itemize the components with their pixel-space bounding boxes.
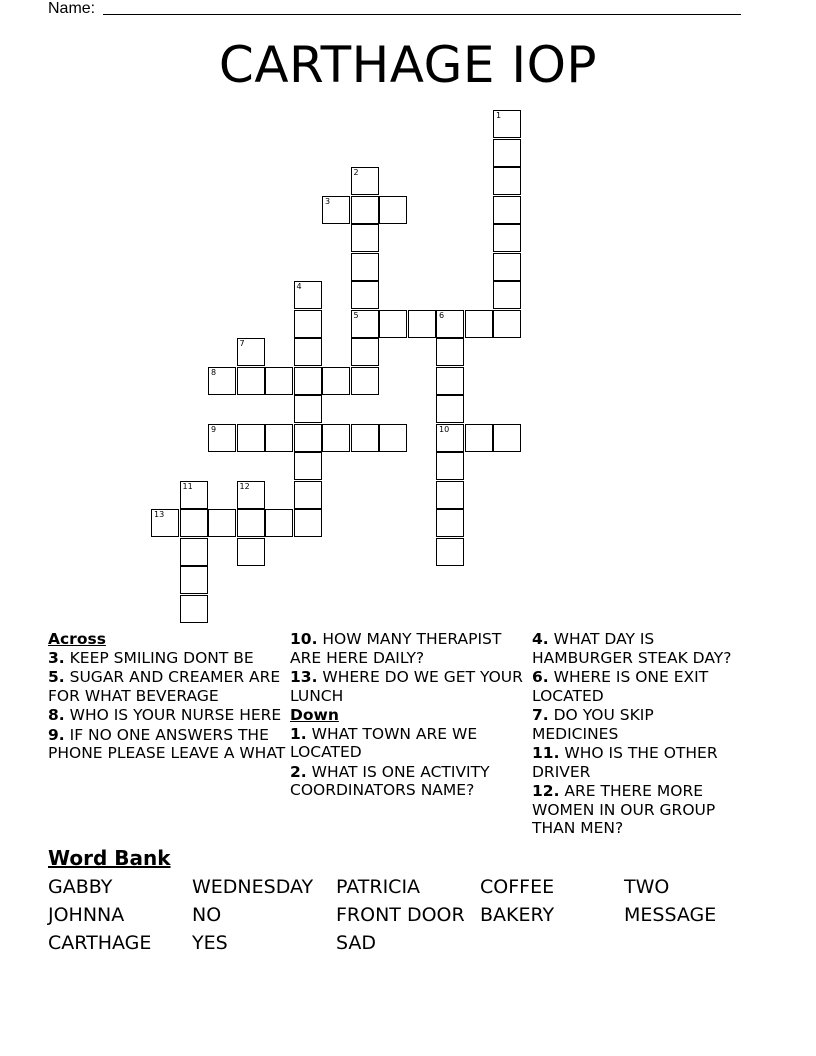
crossword-cell[interactable] <box>379 310 407 338</box>
across-heading: Across <box>48 630 106 648</box>
crossword-cell[interactable] <box>294 424 322 452</box>
clue-8-across: 8. WHO IS YOUR NURSE HERE <box>48 706 282 724</box>
crossword-cell[interactable] <box>436 481 464 509</box>
crossword-cell[interactable] <box>493 310 521 338</box>
crossword-cell[interactable] <box>265 424 293 452</box>
crossword-cell[interactable] <box>294 338 322 366</box>
clue-number: 4 <box>296 282 302 291</box>
crossword-cell[interactable] <box>465 424 493 452</box>
clue-number: 6 <box>439 310 445 320</box>
clue-number: 12 <box>239 481 250 491</box>
crossword-cell[interactable] <box>436 395 464 423</box>
clue-5-across: 5. SUGAR AND CREAMER ARE FOR WHAT BEVERAGE <box>48 668 281 705</box>
crossword-cell[interactable] <box>351 196 379 224</box>
word-bank-word: WEDNESDAY <box>192 876 314 898</box>
crossword-cell[interactable] <box>493 224 521 252</box>
crossword-cell[interactable] <box>322 367 350 395</box>
crossword-cell[interactable] <box>436 338 464 366</box>
crossword-cell[interactable] <box>237 481 265 509</box>
name-label: Name: <box>48 0 96 17</box>
crossword-cell[interactable] <box>379 196 407 224</box>
crossword-cell[interactable] <box>465 310 493 338</box>
crossword-cell[interactable] <box>493 424 521 452</box>
page-title: CARTHAGE IOP <box>218 36 598 94</box>
crossword-cell[interactable] <box>322 196 350 224</box>
crossword-cell[interactable] <box>436 424 464 452</box>
crossword-cell[interactable] <box>151 509 179 537</box>
crossword-cell[interactable] <box>493 196 521 224</box>
crossword-cell[interactable] <box>436 310 464 338</box>
crossword-cell[interactable] <box>493 281 521 309</box>
crossword-cell[interactable] <box>180 595 208 623</box>
crossword-cell[interactable] <box>351 167 379 195</box>
crossword-cell[interactable] <box>493 167 521 195</box>
clue-number: 8 <box>211 367 217 377</box>
crossword-cell[interactable] <box>294 281 322 309</box>
clue-number: 7 <box>239 339 245 348</box>
crossword-cell[interactable] <box>436 538 464 566</box>
crossword-cell[interactable] <box>351 310 379 338</box>
crossword-cell[interactable] <box>351 224 379 252</box>
crossword-cell[interactable] <box>180 509 208 537</box>
word-bank-word: GABBY <box>48 876 113 898</box>
crossword-cell[interactable] <box>493 253 521 281</box>
crossword-cell[interactable] <box>436 367 464 395</box>
word-bank-word: COFFEE <box>480 876 555 898</box>
crossword-cell[interactable] <box>379 424 407 452</box>
clue-6-down: 6. WHERE IS ONE EXIT LOCATED <box>532 668 709 705</box>
clues-column-1 <box>48 630 288 764</box>
crossword-cell[interactable] <box>294 452 322 480</box>
down-heading: Down <box>290 706 339 724</box>
crossword-cell[interactable] <box>493 139 521 167</box>
word-bank-word: TWO <box>624 876 670 898</box>
clue-13-across: 13. WHERE DO WE GET YOUR LUNCH <box>290 668 523 705</box>
crossword-cell[interactable] <box>294 481 322 509</box>
clue-number: 5 <box>353 310 359 320</box>
clue-number: 10 <box>439 424 450 434</box>
clue-1-down: 1. WHAT TOWN ARE WE LOCATED <box>290 724 478 761</box>
crossword-cell[interactable] <box>208 424 236 452</box>
clues-column-2 <box>290 630 530 801</box>
clue-11-down: 11. WHO IS THE OTHER DRIVER <box>532 744 718 781</box>
clue-9-across: 9. IF NO ONE ANSWERS THE PHONE PLEASE LEAVE A WHAT <box>48 725 286 762</box>
crossword-cell[interactable] <box>180 566 208 594</box>
crossword-cell[interactable] <box>237 338 265 366</box>
crossword-cell[interactable] <box>436 452 464 480</box>
crossword-cell[interactable] <box>237 424 265 452</box>
clue-4-down: 4. WHAT DAY IS HAMBURGER STEAK DAY? <box>532 630 732 667</box>
clue-number: 13 <box>154 510 165 519</box>
crossword-cell[interactable] <box>237 509 265 537</box>
crossword-cell[interactable] <box>237 538 265 566</box>
crossword-cell[interactable] <box>322 424 350 452</box>
clue-number: 1 <box>496 111 502 120</box>
crossword-cell[interactable] <box>265 367 293 395</box>
crossword-cell[interactable] <box>294 395 322 423</box>
word-bank-title: Word Bank <box>48 846 171 870</box>
clue-10-across: 10. HOW MANY THERAPIST ARE HERE DAILY? <box>290 630 502 667</box>
crossword-cell[interactable] <box>408 310 436 338</box>
clue-2-down: 2. WHAT IS ONE ACTIVITY COORDINATORS NAME? <box>290 762 490 799</box>
clues-column-3 <box>532 630 742 839</box>
crossword-cell[interactable] <box>180 538 208 566</box>
crossword-cell[interactable] <box>294 310 322 338</box>
word-bank-word: BAKERY <box>480 904 555 926</box>
word-bank-word: JOHNNA <box>48 904 125 926</box>
clue-7-down: 7. DO YOU SKIP MEDICINES <box>532 706 654 743</box>
clue-12-down: 12. ARE THERE MORE WOMEN IN OUR GROUP THAN MEN? <box>532 782 716 837</box>
clue-3-across: 3. KEEP SMILING DONT BE <box>48 648 254 667</box>
word-bank-word: NO <box>192 904 222 926</box>
word-bank-word: SAD <box>336 932 377 954</box>
word-bank-word: PATRICIA <box>336 876 421 898</box>
clue-number: 9 <box>211 424 217 434</box>
crossword-cell[interactable] <box>237 367 265 395</box>
crossword-cell[interactable] <box>351 253 379 281</box>
clue-number: 3 <box>325 196 331 206</box>
crossword-cell[interactable] <box>208 367 236 395</box>
word-bank-word: YES <box>192 932 228 954</box>
crossword-cell[interactable] <box>351 281 379 309</box>
crossword-cell[interactable] <box>208 509 236 537</box>
crossword-cell[interactable] <box>294 509 322 537</box>
crossword-cell[interactable] <box>351 367 379 395</box>
word-bank-word: FRONT DOOR <box>336 904 465 926</box>
crossword-cell[interactable] <box>294 367 322 395</box>
clue-number: 2 <box>353 168 359 177</box>
crossword-cell[interactable] <box>351 338 379 366</box>
clue-number: 11 <box>182 481 193 491</box>
crossword-cell[interactable] <box>180 481 208 509</box>
crossword-cell[interactable] <box>436 509 464 537</box>
crossword-cell[interactable] <box>493 110 521 138</box>
crossword-cell[interactable] <box>351 424 379 452</box>
word-bank-word: CARTHAGE <box>48 932 152 954</box>
crossword-cell[interactable] <box>265 509 293 537</box>
word-bank-word: MESSAGE <box>624 904 717 926</box>
